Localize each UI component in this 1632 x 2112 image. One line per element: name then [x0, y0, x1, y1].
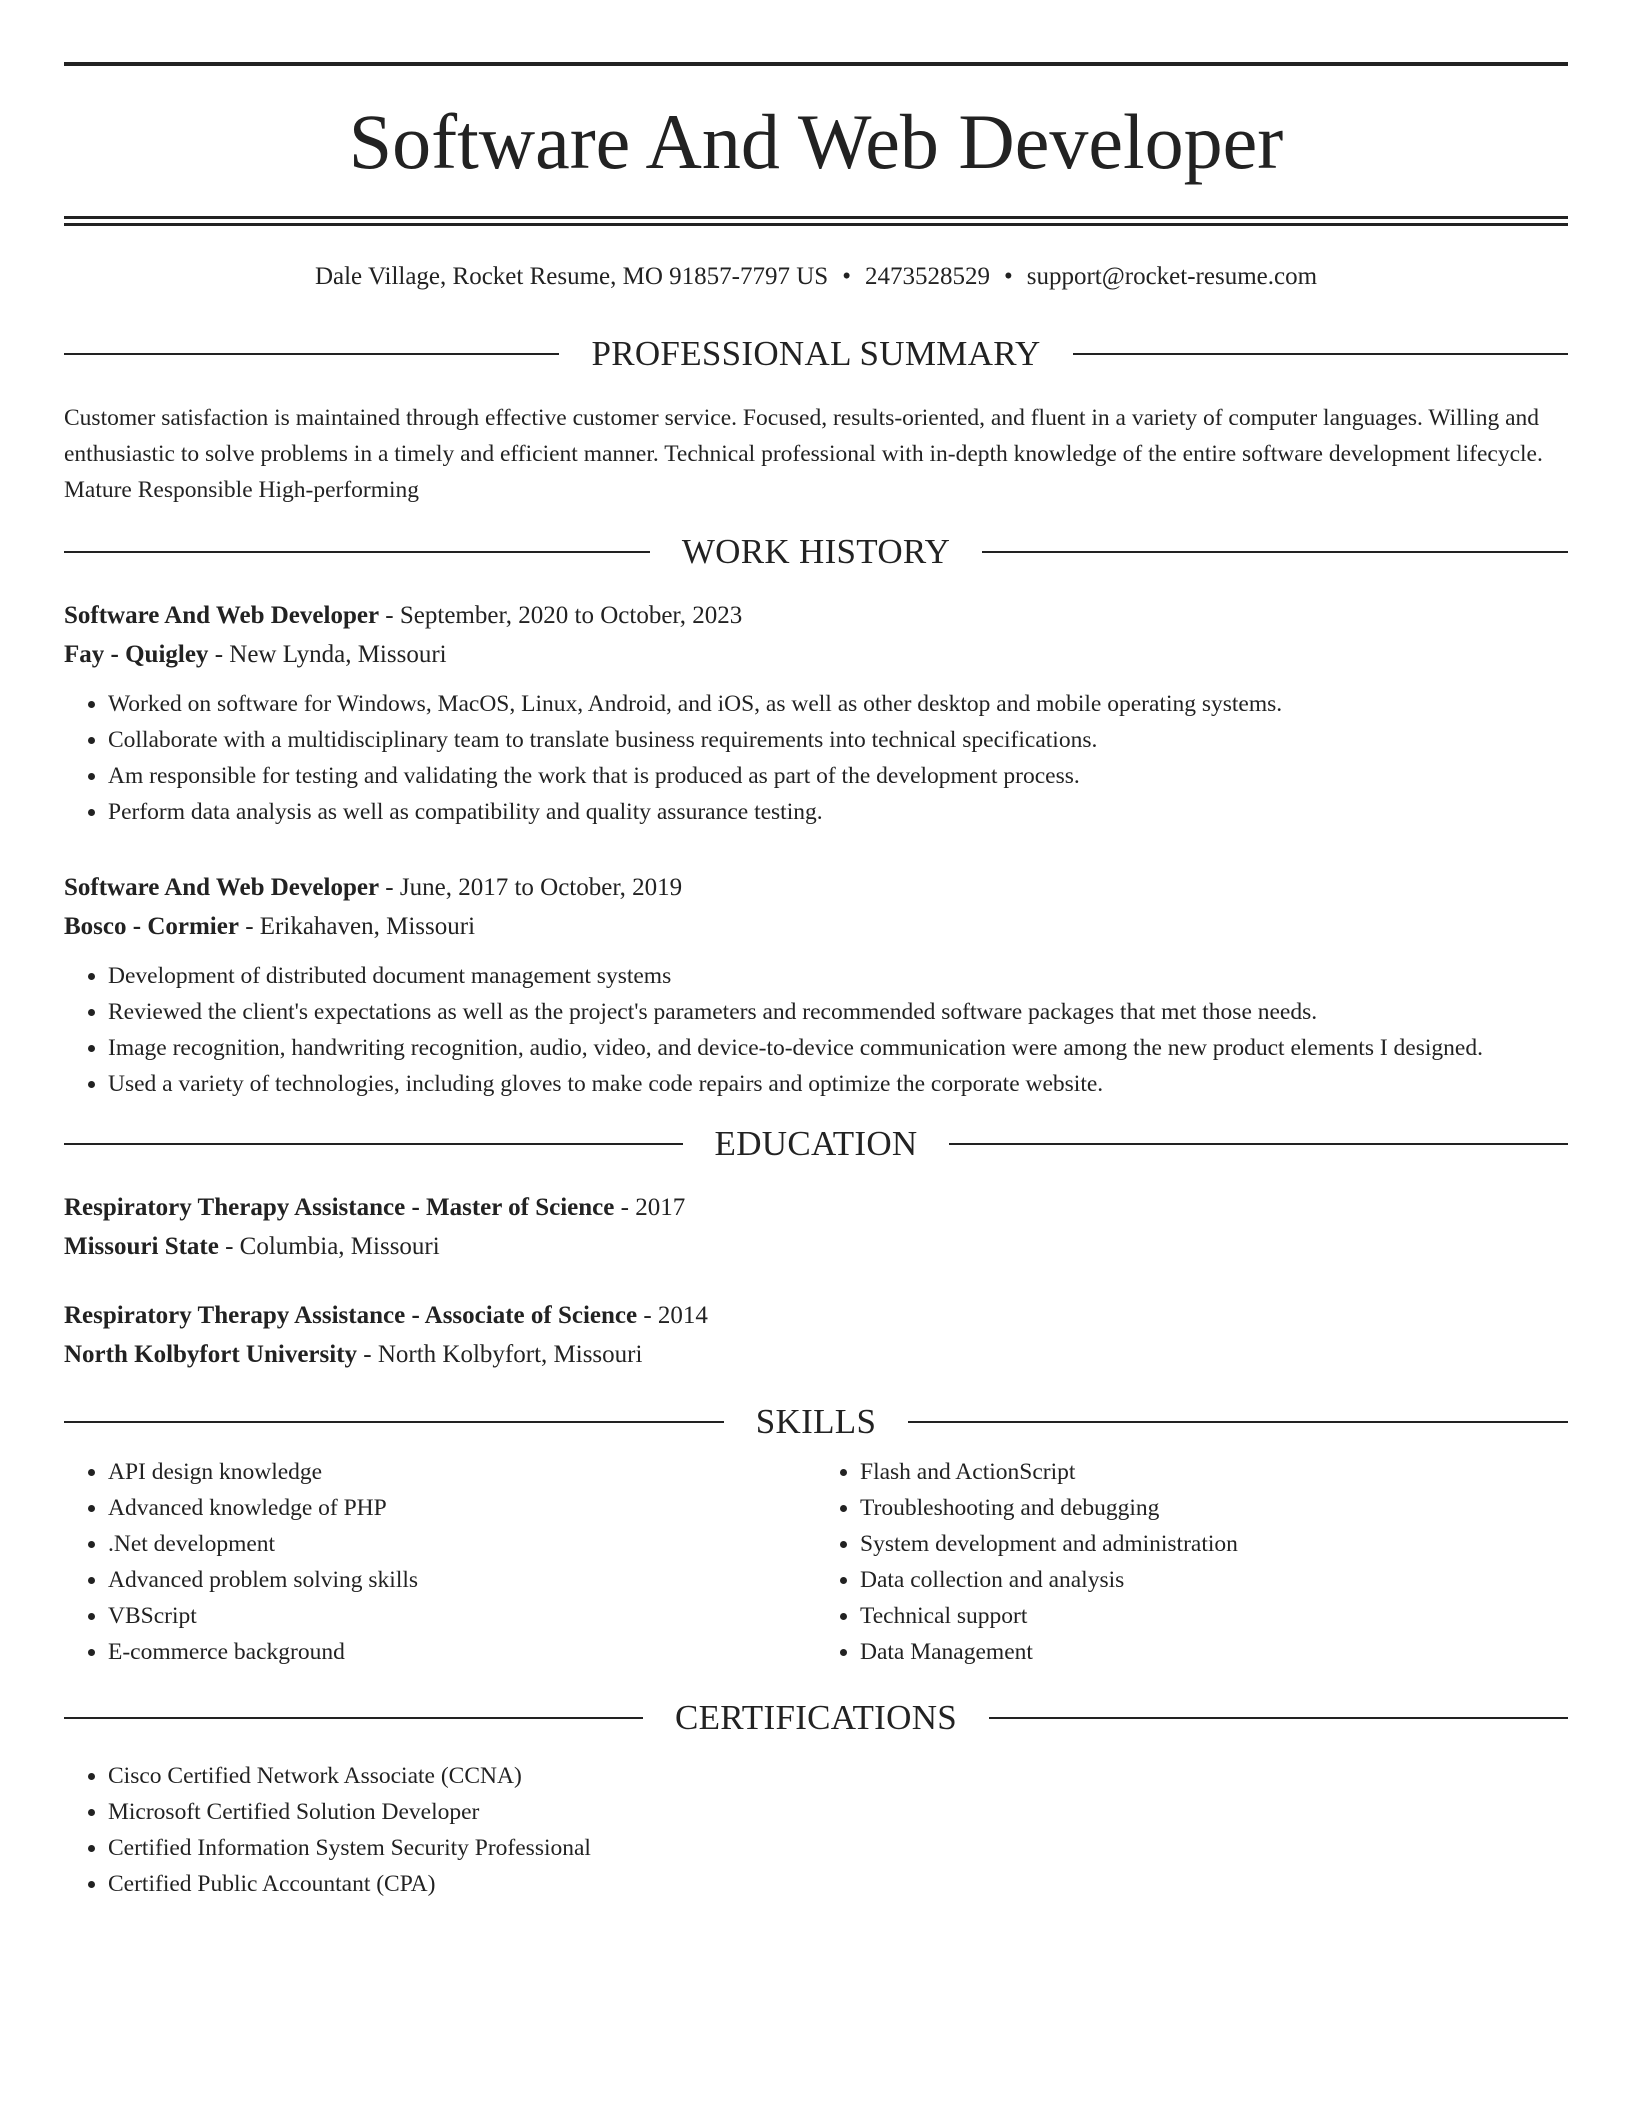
section-title: WORK HISTORY — [681, 532, 951, 571]
contact-email[interactable]: support@rocket-resume.com — [1026, 263, 1318, 290]
skill-item: • Technical support — [860, 1598, 1568, 1634]
list-item: • Used a variety of technologies, including gloves to make code repairs and optimize the corporate website. — [108, 1066, 1568, 1102]
contact-line — [64, 260, 1568, 294]
job-role: Software And Web Developer — [64, 602, 380, 629]
section-heading-skills — [64, 1402, 1568, 1442]
certifications-list — [64, 1758, 1568, 1902]
divider-line — [64, 353, 559, 355]
degree-year: - 2014 — [637, 1302, 708, 1329]
section-title: CERTIFICATIONS — [674, 1698, 958, 1737]
job-bullets — [64, 686, 1568, 830]
degree: Respiratory Therapy Assistance - Master of Science — [64, 1194, 615, 1221]
skill-item: • E-commerce background — [108, 1634, 816, 1670]
school: North Kolbyfort University — [64, 1341, 358, 1368]
school-location: - Columbia, Missouri — [218, 1233, 440, 1260]
section-heading-certifications — [64, 1698, 1568, 1738]
school-location: - North Kolbyfort, Missouri — [357, 1341, 643, 1368]
job-location: - New Lynda, Missouri — [208, 641, 447, 668]
job-company: Fay - Quigley — [64, 641, 209, 668]
degree-line — [64, 1296, 1568, 1335]
skill-item: • Data collection and analysis — [860, 1562, 1568, 1598]
skills-column-left — [64, 1454, 816, 1670]
job-company-line — [64, 907, 1568, 946]
school-line — [64, 1335, 1568, 1374]
contact-separator: • — [1003, 263, 1013, 290]
list-item: • Perform data analysis as well as compatibility and quality assurance testing. — [108, 794, 1568, 830]
list-item: • Collaborate with a multidisciplinary team to translate business requirements into technical specifications. — [108, 722, 1568, 758]
skill-item: • System development and administration — [860, 1526, 1568, 1562]
job-location: - Erikahaven, Missouri — [238, 913, 476, 940]
job-role: Software And Web Developer — [64, 874, 380, 901]
divider-line — [64, 1717, 643, 1719]
job-dates: - September, 2020 to October, 2023 — [379, 602, 743, 629]
section-title: SKILLS — [755, 1402, 877, 1441]
skill-item: • Troubleshooting and debugging — [860, 1490, 1568, 1526]
divider-line — [64, 1421, 724, 1423]
resume-page — [64, 62, 1568, 1902]
list-item: • Image recognition, handwriting recognition, audio, video, and device-to-device communication were among the new product elements I designed. — [108, 1030, 1568, 1066]
list-item: • Am responsible for testing and validating the work that is produced as part of the development process. — [108, 758, 1568, 794]
divider-line — [989, 1717, 1568, 1719]
divider-line — [64, 551, 650, 553]
certification-item: • Certified Information System Security Professional — [108, 1830, 1568, 1866]
degree-line — [64, 1188, 1568, 1227]
skill-item: • VBScript — [108, 1598, 816, 1634]
divider-line — [64, 1143, 683, 1145]
divider-line — [949, 1143, 1568, 1145]
job-entry — [64, 868, 1568, 1102]
list-item: • Worked on software for Windows, MacOS, Linux, Android, and iOS, as well as other desktop and mobile operating systems. — [108, 686, 1568, 722]
section-heading-education — [64, 1124, 1568, 1164]
degree-year: - 2017 — [614, 1194, 686, 1221]
job-title-line — [64, 868, 1568, 907]
skills-grid — [64, 1454, 1568, 1670]
job-dates: - June, 2017 to October, 2019 — [379, 874, 683, 901]
title-double-rule — [64, 216, 1568, 226]
skill-item: • Data Management — [860, 1634, 1568, 1670]
divider-line — [982, 551, 1568, 553]
certification-item: • Certified Public Accountant (CPA) — [108, 1866, 1568, 1902]
skill-item: • API design knowledge — [108, 1454, 816, 1490]
job-company: Bosco - Cormier — [64, 913, 239, 940]
section-heading-summary — [64, 334, 1568, 374]
skill-item: • .Net development — [108, 1526, 816, 1562]
degree: Respiratory Therapy Assistance - Associate of Science — [64, 1302, 638, 1329]
divider-line — [908, 1421, 1568, 1423]
section-title: PROFESSIONAL SUMMARY — [591, 334, 1041, 373]
certification-item: • Microsoft Certified Solution Developer — [108, 1794, 1568, 1830]
list-item: • Reviewed the client's expectations as well as the project's parameters and recommended software packages that met those needs. — [108, 994, 1568, 1030]
school: Missouri State — [64, 1233, 219, 1260]
job-bullets — [64, 958, 1568, 1102]
top-rule — [64, 62, 1568, 66]
resume-title: Software And Web Developer — [348, 98, 1284, 185]
contact-address: Dale Village, Rocket Resume, MO 91857-7797 US — [314, 263, 829, 290]
section-heading-work — [64, 532, 1568, 572]
certification-item: • Cisco Certified Network Associate (CCNA) — [108, 1758, 1568, 1794]
contact-separator: • — [842, 263, 851, 290]
job-title-line — [64, 596, 1568, 635]
skill-item: • Advanced knowledge of PHP — [108, 1490, 816, 1526]
divider-line — [1073, 353, 1568, 355]
skill-item: • Advanced problem solving skills — [108, 1562, 816, 1598]
section-title: EDUCATION — [714, 1124, 918, 1163]
education-entry — [64, 1188, 1568, 1266]
list-item: • Development of distributed document management systems — [108, 958, 1568, 994]
contact-phone: 2473528529 — [864, 263, 990, 290]
school-line — [64, 1227, 1568, 1266]
job-company-line — [64, 635, 1568, 674]
skill-item: • Flash and ActionScript — [860, 1454, 1568, 1490]
education-entry — [64, 1296, 1568, 1374]
job-entry — [64, 596, 1568, 830]
summary-text: Customer satisfaction is maintained through effective customer service. Focused, results-oriented, and fluent in a variety of computer languages. Willing and enthusiastic to solve problems in a timely and efficient manner. Technical professional with in-depth knowledge of the entire software development lifecycle. Mature Responsible High-performing — [64, 405, 1543, 503]
skills-column-right — [816, 1454, 1568, 1670]
